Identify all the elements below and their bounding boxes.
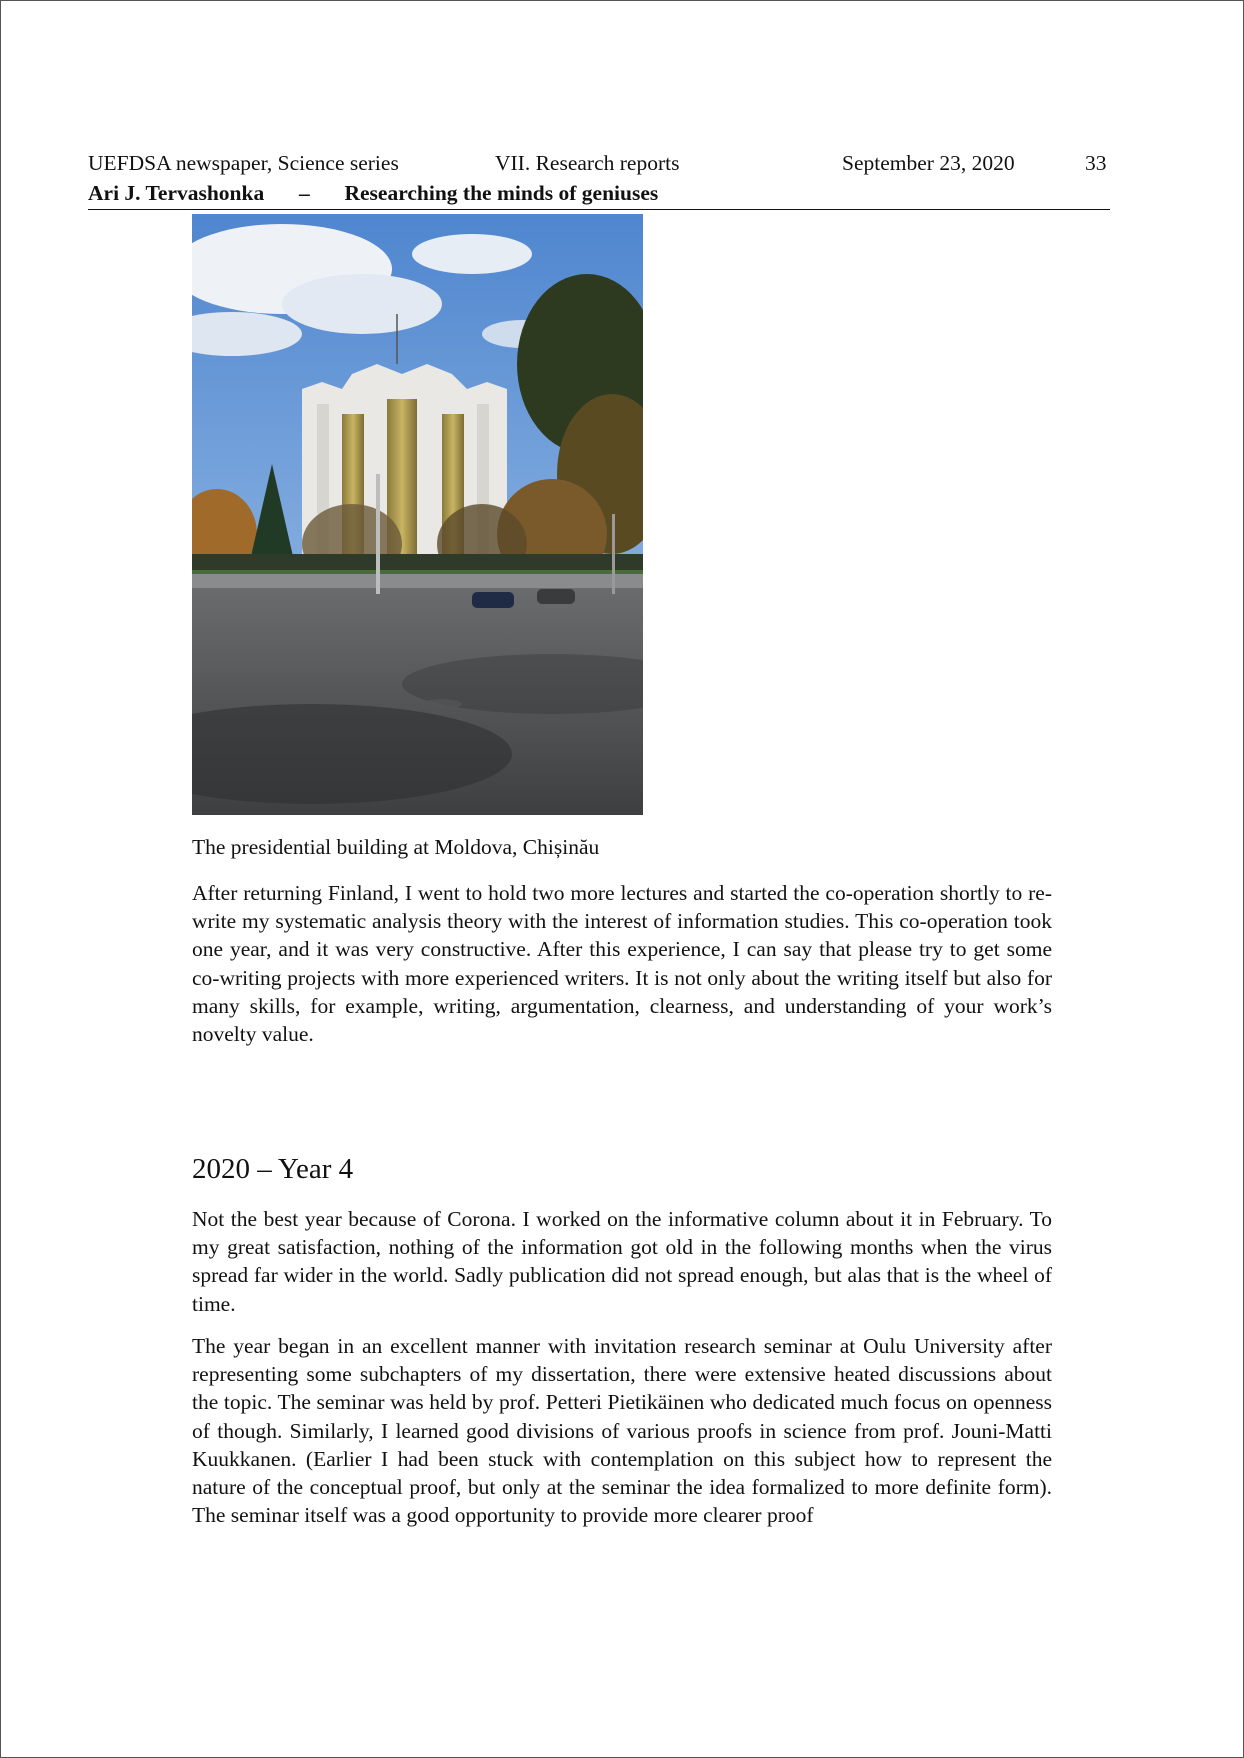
section-heading: 2020 – Year 4 [192, 1153, 354, 1185]
header-page-number: 33 [1085, 151, 1107, 175]
header-separator: – [298, 181, 310, 205]
header-title: Researching the minds of geniuses [344, 181, 659, 205]
header-publication: UEFDSA newspaper, Science series [88, 151, 399, 175]
header-date: September 23, 2020 [842, 151, 1015, 175]
body-paragraph-1: After returning Finland, I went to hold two more lectures and started the co-operation shortly to re-write my systematic analysis theory with the interest of information studies. This co-operation took one year, and it was very constructive. After this experience, I can say that please try to get some co-writing projects with more experienced writers. It is not only about the writing itself but also for many skills, for example, writing, argumentation, clearness, and understanding of your work’s novelty value. [192, 881, 1052, 1047]
presidential-building-photo [192, 214, 643, 815]
header-section: VII. Research reports [495, 151, 680, 175]
header-rule [88, 209, 1110, 210]
header-byline [88, 180, 658, 206]
figure-caption: The presidential building at Moldova, Chișinău [192, 835, 600, 859]
header-author: Ari J. Tervashonka [88, 181, 265, 205]
body-paragraph-3: The year began in an excellent manner with invitation research seminar at Oulu University after representing some subchapters of my dissertation, there were extensive heated discussions about the topic. The seminar was held by prof. Petteri Pietikäinen who dedicated much focus on openness of though. Similarly, I learned good divisions of various proofs in science from prof. Jouni-Matti Kuukkanen. (Earlier I had been stuck with contemplation on this subject how to represent the nature of the conceptual proof, but only at the seminar the idea formalized to more definite form). The seminar itself was a good opportunity to provide more clearer proof [192, 1334, 1052, 1528]
body-paragraph-2: Not the best year because of Corona. I worked on the informative column about it in February. To my great satisfaction, nothing of the information got old in the following months when the virus spread far wider in the world. Sadly publication did not spread enough, but alas that is the wheel of time. [192, 1207, 1052, 1316]
